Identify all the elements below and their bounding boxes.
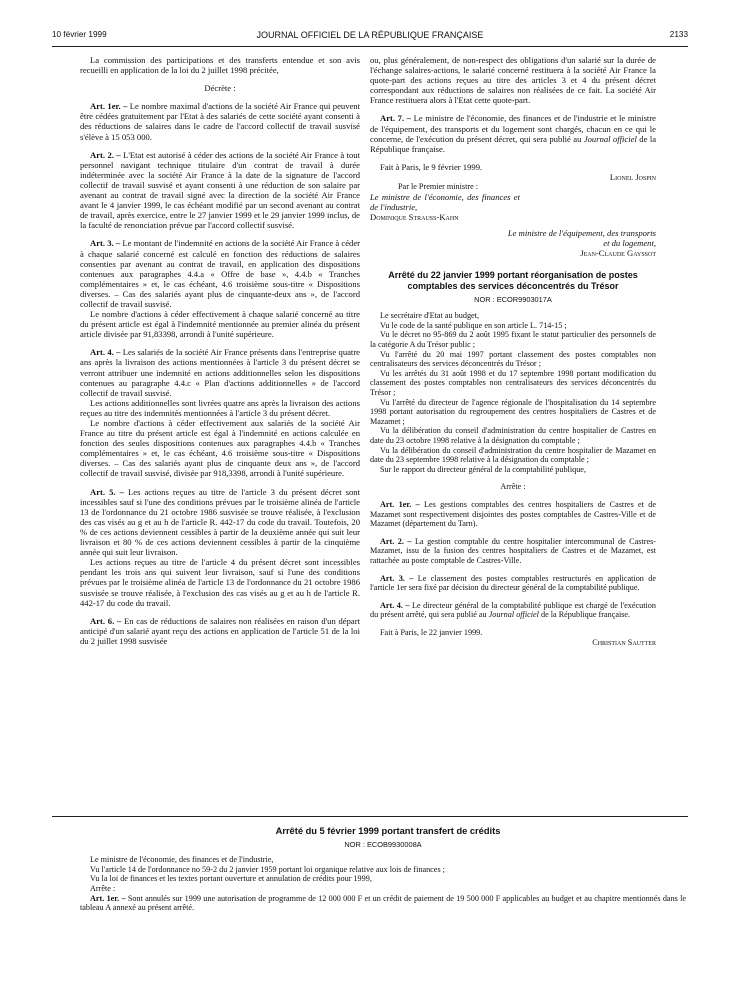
arrete-article-2: Art. 2. – La gestion comptable du centre hospitalier intercommunal de Castres-Mazamet, issu de la fusion des centres hospitaliers de Castres et de Mazamet, est rattachée au poste comptable de Castres-Ville. [370,536,657,565]
article-4: Art. 4. – Les salariés de la société Air France présents dans l'entreprise quatre ans après la livraison des actions mentionnées à l'article 3 du présent décret se verront attribuer une indemnité en actions additionnelles selon les dispositions contenues au paragraphe 4.4.c « Plan d'actions additionnelles » de l'accord collectif de travail susvisé. [80,347,360,398]
article-7: Art. 7. – Le ministre de l'économie, des finances et de l'industrie et le ministre de l'équipement, des transports et du logement sont chargés, chacun en ce qui le concerne, de l'exécution du présent décret, qui sera publié au Journal officiel de la République française. [370,113,657,154]
article-label: Art. 7. – [380,113,411,124]
arrete-date-place: Fait à Paris, le 22 janvier 1999. [380,627,483,637]
header-date: 10 février 1999 [52,30,107,39]
article-label: Art. 6. – [90,615,122,626]
intro-paragraph: La commission des participations et des transferts entendue et son avis recueilli en application de la loi du 2 juillet 1998 précitée, [80,55,360,76]
article-label: Art. 5. – [90,486,124,497]
article-label: Art. 3. – [380,573,414,583]
transfer-arrete-title: Arrêté du 5 février 1999 portant transfert de crédits [275,826,501,836]
bottom-section [80,827,686,913]
article-4-para-2: Les actions additionnelles sont livrées quatre ans après la livraison des actions reçues au titre des indemnités mentionnées à l'article 3 du présent décret. [80,397,360,418]
signature-prime-minister: Lionel Jospin [609,171,656,182]
right-column [370,55,656,647]
arrete-nor: NOR : ECOR9903017A [474,295,552,305]
article-3-para-2: Le nombre d'actions à céder effectivement à chaque salarié concerné au titre du présent article est égal à l'indemnité mentionnée au premier alinéa du présent article divisée par 91,83398, arrondi à l'unité supérieure. [80,309,360,340]
article-label: Art. 3. – [90,238,121,249]
arrete-heading: Arrête : [500,482,526,492]
header-page-number: 2133 [669,30,688,39]
page-header [52,30,688,42]
transfer-arrete-nor: NOR : ECOB9930008A [344,839,422,849]
article-6-continued: ou, plus généralement, de non-respect des obligations d'un salarié sur la durée de l'échange salaires-actions, le salarié concerné restituera à la société Air France la quote-part des actions reçues au titre des articles 3 et 4 du présent décret correspondant aux réductions de salaires non réalisées de ce fait. La société Air France restituera alors à l'Etat cette quote-part. [370,55,656,106]
article-6: Art. 6. – En cas de réductions de salaires non réalisées en raison d'un départ anticipé d'un salarié ayant reçu des actions en application de l'article 51 de la loi du 2 juillet 1998 susvisée [80,615,360,646]
vise-line: Le secrétaire d'Etat au budget, [380,311,479,321]
vise-line: Sur le rapport du directeur général de la comptabilité publique, [380,464,586,474]
minister-equipment-title: Le ministre de l'équipement, des transports et du logement, [507,227,656,248]
article-label: Art. 2. – [380,536,412,546]
left-column [80,55,360,646]
header-journal-title: JOURNAL OFFICIEL DE LA RÉPUBLIQUE FRANÇAISE [256,30,484,40]
article-label: Art. 4. – [380,600,410,610]
article-1: Art. 1er. – Le nombre maximal d'actions de la société Air France qui peuvent être cédées gratuitement par l'Etat à des salariés de cette société ayant consenti à des réductions de salaires dans le cadre de l'accord collectif de travail susvisé s'élève à 15 053 000. [80,101,360,142]
vise-line: Vu l'arrêté du 20 mai 1997 portant classement des postes comptables non centralisateurs des services déconcentrés du Trésor ; [370,349,656,369]
arrete-vises [370,311,656,647]
article-label: Art. 1er. – [90,893,126,903]
vise-line: Vu les arrêtés du 31 août 1998 et du 17 septembre 1998 portant modification du classement des postes comptables non centralisateurs des services déconcentrés du Trésor ; [370,368,656,398]
arrete-article-4: Art. 4. – Le directeur général de la comptabilité publique est chargé de l'exécution du présent arrêté, qui sera publié au Journal officiel de la République française. [370,600,656,620]
decree-date-place: Fait à Paris, le 9 février 1999. [380,161,483,172]
par-le-premier-ministre: Par le Premier ministre : [398,182,479,192]
header-rule [52,46,688,47]
vise-line: Vu le décret no 95-869 du 2 août 1995 fixant le statut particulier des personnels de la catégorie A du Trésor public ; [370,330,656,350]
article-label: Art. 1er. – [380,499,420,509]
vise-line: Vu l'arrêté du directeur de l'agence régionale de l'hospitalisation du 14 septembre 1998 portant autorisation du regroupement des centres hospitaliers de Castres et de Mazamet ; [370,397,656,426]
bottom-line-2: Vu l'article 14 de l'ordonnance no 59-2 du 2 janvier 1959 portant loi organique relative aux lois de finances ; [90,864,445,874]
article-4-para-3: Le nombre d'actions à céder effectivement aux salariés de la société Air France au titre du présent article est égal à l'indemnité en actions calculée en fonction des seules dispositions contenues aux paragraphes 4.4.b « Tranches complémentaires » et, le cas échéant, 4.6 troisième sous-titre « Dispositions diverses. – Cas des salariés ayant plus de cinquante deux ans », de l'accord collectif de travail susvisé, divisée par 918,3398, arrondi à l'unité supérieure. [80,418,360,479]
bottom-arrete-heading: Arrête : [90,883,116,893]
bottom-line-1: Le ministre de l'économie, des finances et de l'industrie, [90,855,274,865]
article-label: Art. 4. – [90,347,121,358]
article-3: Art. 3. – Le montant de l'indemnité en actions de la société Air France à céder à chaque salarié concerné est calculé en fonction des réductions de salaires consenties par avenant au contrat de travail, en application des dispositions contenues aux paragraphes 4.4.a « Offre de base », 4.4.b « Tranches complémentaires » et, le cas échéant, 4.6 troisième sous-titre « Dispositions diverses. – Cas des salariés ayant plus de cinquante-deux ans », de l'accord collectif de travail susvisé. [80,238,360,309]
vise-line: Vu la délibération du conseil d'administration du centre hospitalier de Castres en date du 23 octobre 1998 relative à la désignation du comptable ; [370,426,656,445]
bottom-article-1: Art. 1er. – Sont annulés sur 1999 une autorisation de programme de 12 000 000 F et un crédit de paiement de 19 500 000 F applicables au budget et au chapitre mentionnés dans le tableau A annexé au présent arrêté. [80,893,687,913]
article-5: Art. 5. – Les actions reçues au titre de l'article 3 du présent décret sont incessibles sauf si l'une des conditions prévues par le troisième alinéa de l'article 13 de l'ordonnance du 21 octobre 1986 susvisée se trouve réalisée, à l'exclusion des cas visés au g et au h de l'article R. 442-17 du code du travail. Toutefois, 20 % de ces actions deviennent cessibles à partir de la deuxième année qui suit leur livraison et 80 % de ces actions deviennent cessibles à partir de la cinquième année qui suit leur livraison. [80,486,360,558]
arrete-title: Arrêté du 22 janvier 1999 portant réorganisation de postes comptables des services déconcentrés du Trésor [388,270,638,291]
signature-minister-equipment: Jean-Claude Gayssot [580,248,656,259]
vise-line: Vu le code de la santé publique en son article L. 714-15 ; [380,320,567,330]
article-2: Art. 2. – L'Etat est autorisé à céder des actions de la société Air France à tout personnel navigant technique titulaire d'un contrat de travail à durée indéterminée avec la société Air France à la date de la signature de l'accord collectif de travail susvisé et ayant consenti à une réduction de son salaire par avenant au contrat de travail signé avec la direction de la société Air France avant le 4 janvier 1999, le cas échéant modifié par un second avenant au contrat de travail, après exercice, entre le 27 janvier 1999 et le 29 janvier 1999 inclus, de la faculté de renonciation prévue par l'accord collectif susvisé. [80,149,360,231]
arrete-article-1: Art. 1er. – Les gestions comptables des centres hospitaliers de Castres et de Mazamet sont respectivement disjointes des postes comptables de Castres-Ville et de Mazamet (département du Tarn). [370,499,656,529]
minister-economy-title: Le ministre de l'économie, des finances et de l'industrie, [370,191,520,212]
arrete-article-3: Art. 3. – Le classement des postes comptables restructurés en application de l'article 1er sera fixé par décision du directeur général de la comptabilité publique. [370,573,657,593]
article-label: Art. 2. – [90,149,121,160]
signature-secretary-budget: Christian Sautter [592,637,656,647]
article-label: Art. 1er. – [90,101,128,112]
section-rule [52,816,688,817]
article-5-para-2: Les actions reçues au titre de l'article 4 du présent décret sont incessibles pendant les trois ans qui suivent leur livraison, sauf si l'une des conditions prévues par le troisième alinéa de l'article 13 de l'ordonnance du 21 octobre 1986 susvisée se trouve réalisée, à l'exclusion des cas visés au g et au h de l'article R. 442-17 du code du travail. [80,557,360,608]
decrete-heading: Décrète : [204,83,236,94]
vise-line: Vu la délibération du conseil d'administration du centre hospitalier de Mazamet en date du 23 septembre 1998 relative à la désignation du comptable ; [370,445,656,465]
signature-minister-economy: Dominique Strauss-Kahn [370,211,459,222]
bottom-line-3: Vu la loi de finances et les textes portant ouverture et annulation de crédits pour 1999, [90,874,372,884]
